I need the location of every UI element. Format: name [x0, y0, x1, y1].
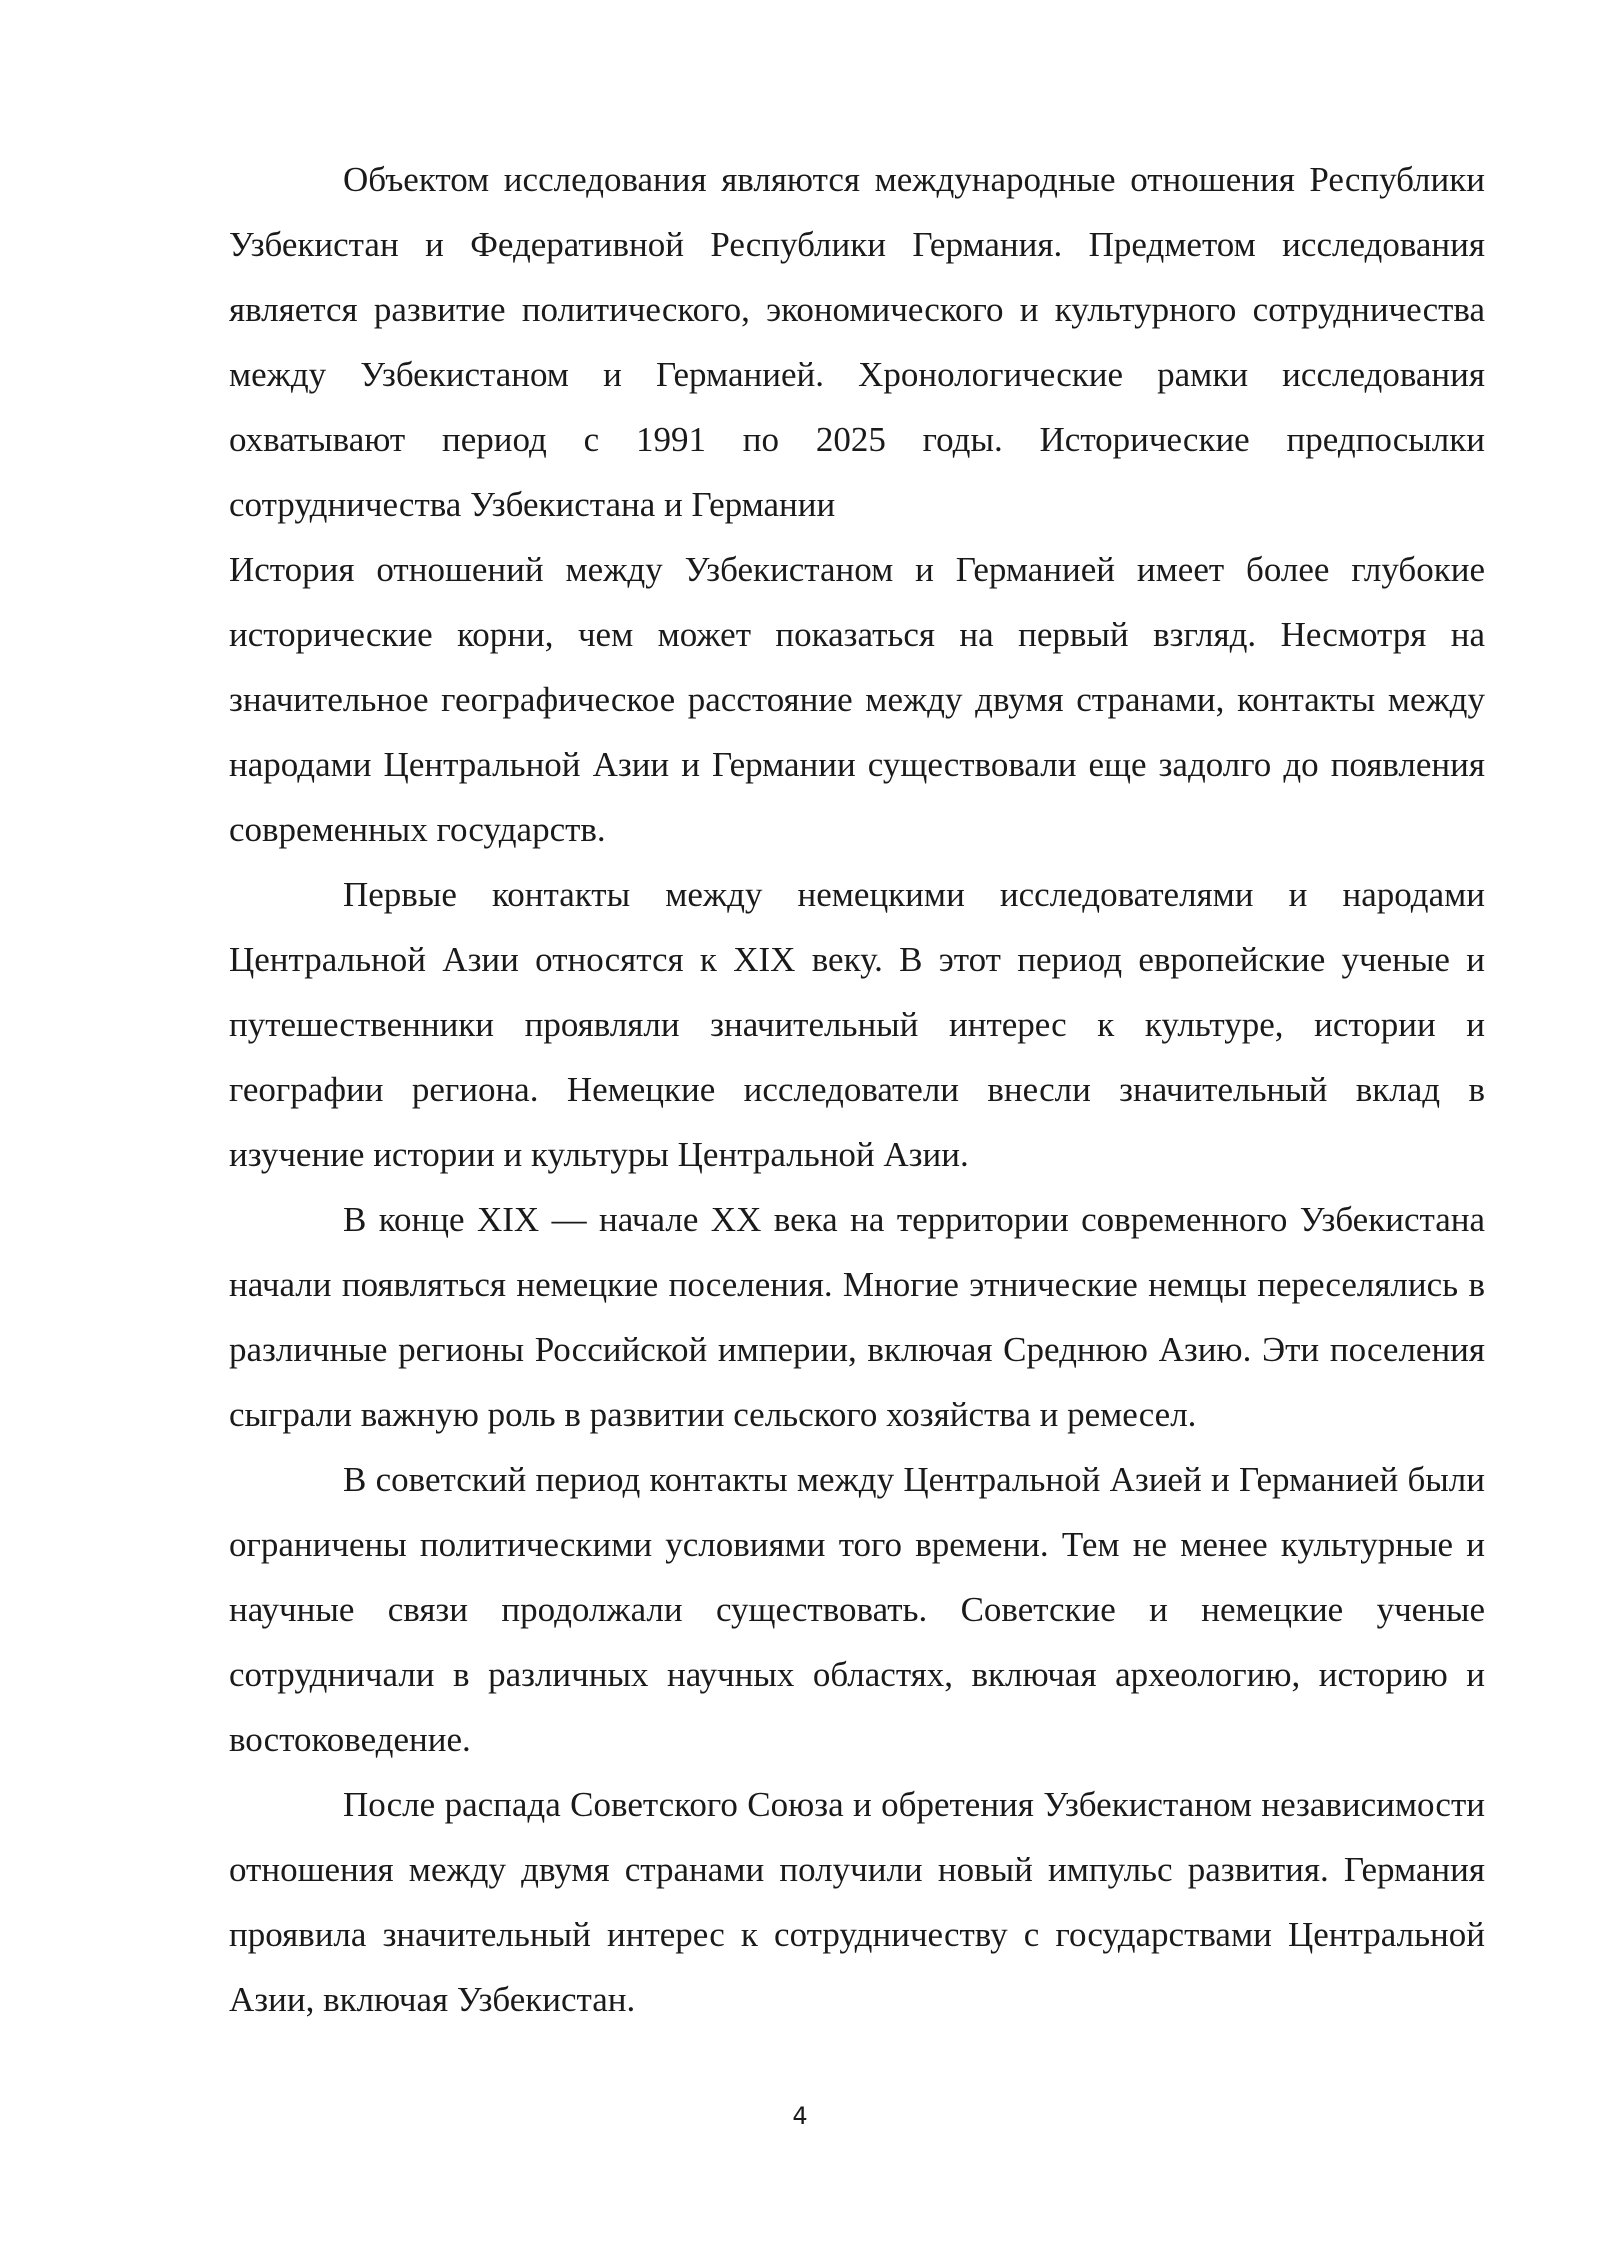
paragraph-soviet-period: В советский период контакты между Центральной Азией и Германией были ограничены политическими условиями того времени. Тем не менее культурные и научные связи продолжали существовать. Советские и немецкие ученые сотрудничали в различных научных областях, включая археологию, историю и востоковедение.: [229, 1460, 1485, 1759]
paragraph-research-object: Объектом исследования являются международные отношения Республики Узбекистан и Федеративной Республики Германия. Предметом исследования является развитие политического, экономического и культурного сотрудничества между Узбекистаном и Германией. Хронологические рамки исследования охватывают период с 1991 по 2025 годы. Исторические предпосылки сотрудничества Узбекистана и Германии: [229, 160, 1485, 524]
paragraph-history-roots: История отношений между Узбекистаном и Германией имеет более глубокие исторические корни, чем может показаться на первый взгляд. Несмотря на значительное географическое расстояние между двумя странами, контакты между народами Центральной Азии и Германии существовали еще задолго до появления современных государств.: [229, 550, 1485, 849]
paragraph-german-settlements: В конце XIX — начале XX века на территории современного Узбекистана начали появляться немецкие поселения. Многие этнические немцы переселялись в различные регионы Российской империи, включая Среднюю Азию. Эти поселения сыграли важную роль в развитии сельского хозяйства и ремесел.: [229, 1200, 1485, 1434]
page-number: 4: [792, 2102, 808, 2130]
body-text: [229, 147, 1485, 2032]
paragraph-first-contacts: Первые контакты между немецкими исследователями и народами Центральной Азии относятся к XIX веку. В этот период европейские ученые и путешественники проявляли значительный интерес к культуре, истории и географии региона. Немецкие исследователи внесли значительный вклад в изучение истории и культуры Центральной Азии.: [229, 875, 1485, 1174]
paragraph-after-ussr: После распада Советского Союза и обретения Узбекистаном независимости отношения между двумя странами получили новый импульс развития. Германия проявила значительный интерес к сотрудничеству с государствами Центральной Азии, включая Узбекистан.: [229, 1785, 1485, 2019]
